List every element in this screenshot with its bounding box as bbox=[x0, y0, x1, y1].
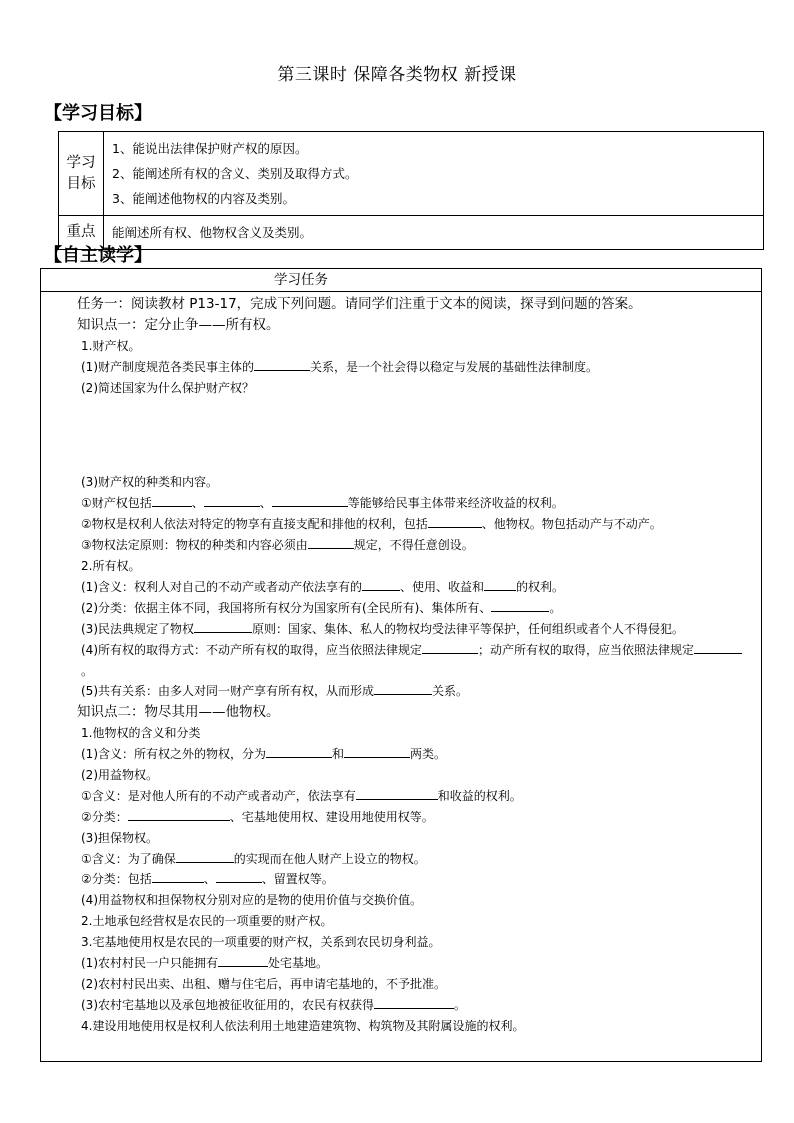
blank[interactable] bbox=[308, 535, 354, 549]
blank[interactable] bbox=[204, 493, 260, 507]
blank[interactable] bbox=[128, 807, 230, 821]
kp1-heading: 知识点一：定分止争——所有权。 bbox=[77, 316, 280, 333]
blank[interactable] bbox=[374, 681, 432, 695]
goals-label-line2: 目标 bbox=[66, 175, 96, 192]
p2-2: (2)分类：依据主体不同，我国将所有权分为国家所有(全民所有)、集体所有、 。 bbox=[51, 598, 751, 619]
blank[interactable] bbox=[484, 577, 516, 591]
blank[interactable] bbox=[218, 953, 268, 967]
tasks-body bbox=[41, 292, 761, 1037]
blank[interactable] bbox=[374, 995, 454, 1009]
tasks-box bbox=[40, 268, 762, 1062]
p2-heading: 2.所有权。 bbox=[81, 559, 141, 574]
p5: 3.宅基地使用权是农民的一项重要的财产权，关系到农民切身利益。 bbox=[81, 935, 441, 950]
key-content: 能阐述所有权、他物权含义及类别。 bbox=[104, 216, 764, 250]
p1-1: (1)财产制度规范各类民事主体的 关系，是一个社会得以稳定与发展的基础性法律制度。 bbox=[51, 357, 751, 378]
p5-3: (3)农村宅基地以及承包地被征收征用的，农民有权获得 。 bbox=[51, 995, 751, 1016]
task1-instruction: 任务一：阅读教材 P13-17，完成下列问题。请同学们注重于文本的阅读，探寻到问题的答案。 bbox=[77, 296, 642, 312]
blank[interactable] bbox=[176, 849, 234, 863]
blank[interactable] bbox=[356, 786, 438, 800]
p1-c1: ①财产权包括 、 、 等能够给民事主体带来经济收益的权利。 bbox=[51, 493, 751, 514]
p3-4: (4)用益物权和担保物权分别对应的是物的使用价值与交换价值。 bbox=[81, 893, 423, 908]
p2-5: (5)共有关系：由多人对同一财产享有所有权，从而形成 关系。 bbox=[51, 681, 751, 702]
key-row bbox=[59, 216, 764, 250]
blank[interactable] bbox=[152, 493, 192, 507]
goals-content bbox=[104, 132, 764, 216]
p3-2-c2: ②分类： 、宅基地使用权、建设用地使用权等。 bbox=[51, 807, 751, 828]
goal-item-2: 2、能阐述所有权的含义、类别及取得方式。 bbox=[112, 166, 358, 181]
goal-item-3: 3、能阐述他物权的内容及类别。 bbox=[112, 191, 295, 206]
p3-3-c1: ①含义：为了确保 的实现而在他人财产上设立的物权。 bbox=[51, 849, 751, 870]
p2-3: (3)民法典规定了物权 原则：国家、集体、私人的物权均受法律平等保护，任何组织或者个人不得侵犯。 bbox=[51, 619, 751, 640]
reading-heading: 【自主读学】 bbox=[44, 245, 152, 266]
blank[interactable] bbox=[216, 869, 262, 883]
blank[interactable] bbox=[254, 357, 310, 371]
blank[interactable] bbox=[422, 640, 478, 654]
p2-4: (4)所有权的取得方式：不动产所有权的取得，应当依照法律规定 ；动产所有权的取得，应当依照法律规定。 bbox=[51, 640, 751, 682]
p3-3: (3)担保物权。 bbox=[81, 830, 158, 845]
goal-item-1: 1、能说出法律保护财产权的原因。 bbox=[112, 141, 308, 156]
p3-3-c2: ②分类：包括 、 、留置权等。 bbox=[51, 869, 751, 890]
blank[interactable] bbox=[491, 598, 549, 612]
key-label: 重点 bbox=[59, 216, 104, 250]
blank[interactable] bbox=[344, 744, 410, 758]
blank[interactable] bbox=[362, 577, 400, 591]
p1-c3: ③物权法定原则：物权的种类和内容必须由 规定，不得任意创设。 bbox=[51, 535, 751, 556]
goals-label-line1: 学习 bbox=[66, 154, 96, 171]
answer-space[interactable] bbox=[51, 398, 751, 472]
kp2-heading: 知识点二：物尽其用——他物权。 bbox=[77, 704, 280, 721]
goals-heading: 【学习目标】 bbox=[44, 103, 152, 124]
blank[interactable] bbox=[694, 640, 742, 654]
blank[interactable] bbox=[266, 744, 332, 758]
blank[interactable] bbox=[428, 514, 482, 528]
page-title: 第三课时 保障各类物权 新授课 bbox=[277, 65, 517, 85]
goals-row bbox=[59, 132, 764, 216]
p1-c2: ②物权是权利人依法对特定的物享有直接支配和排他的权利，包括 、他物权。物包括动产与不动产。 bbox=[51, 514, 751, 535]
blank[interactable] bbox=[194, 619, 252, 633]
p3-2-c1: ①含义：是对他人所有的不动产或者动产，依法享有 和收益的权利。 bbox=[51, 786, 751, 807]
p1-3: (3)财产权的种类和内容。 bbox=[81, 475, 218, 490]
p3-heading: 1.他物权的含义和分类 bbox=[81, 726, 201, 741]
p5-2: (2)农村村民出卖、出租、赠与住宅后，再申请宅基地的，不予批准。 bbox=[81, 976, 447, 991]
p2-1: (1)含义：权利人对自己的不动产或者动产依法享有的 、使用、收益和 的权利。 bbox=[51, 577, 751, 598]
p1-2: (2)简述国家为什么保护财产权？ bbox=[81, 380, 254, 395]
blank[interactable] bbox=[152, 869, 204, 883]
p6: 4.建设用地使用权是权利人依法利用土地建造建筑物、构筑物及其附属设施的权利。 bbox=[81, 1018, 525, 1033]
p3-2: (2)用益物权。 bbox=[81, 767, 158, 782]
goals-table bbox=[58, 131, 764, 250]
p5-1: (1)农村村民一户只能拥有 处宅基地。 bbox=[51, 953, 751, 974]
p1-heading: 1.财产权。 bbox=[81, 338, 141, 353]
blank[interactable] bbox=[272, 493, 348, 507]
goals-label bbox=[59, 132, 104, 216]
p4: 2.土地承包经营权是农民的一项重要的财产权。 bbox=[81, 914, 333, 929]
p3-1: (1)含义：所有权之外的物权，分为 和 两类。 bbox=[51, 744, 751, 765]
tasks-header: 学习任务 bbox=[41, 269, 761, 292]
